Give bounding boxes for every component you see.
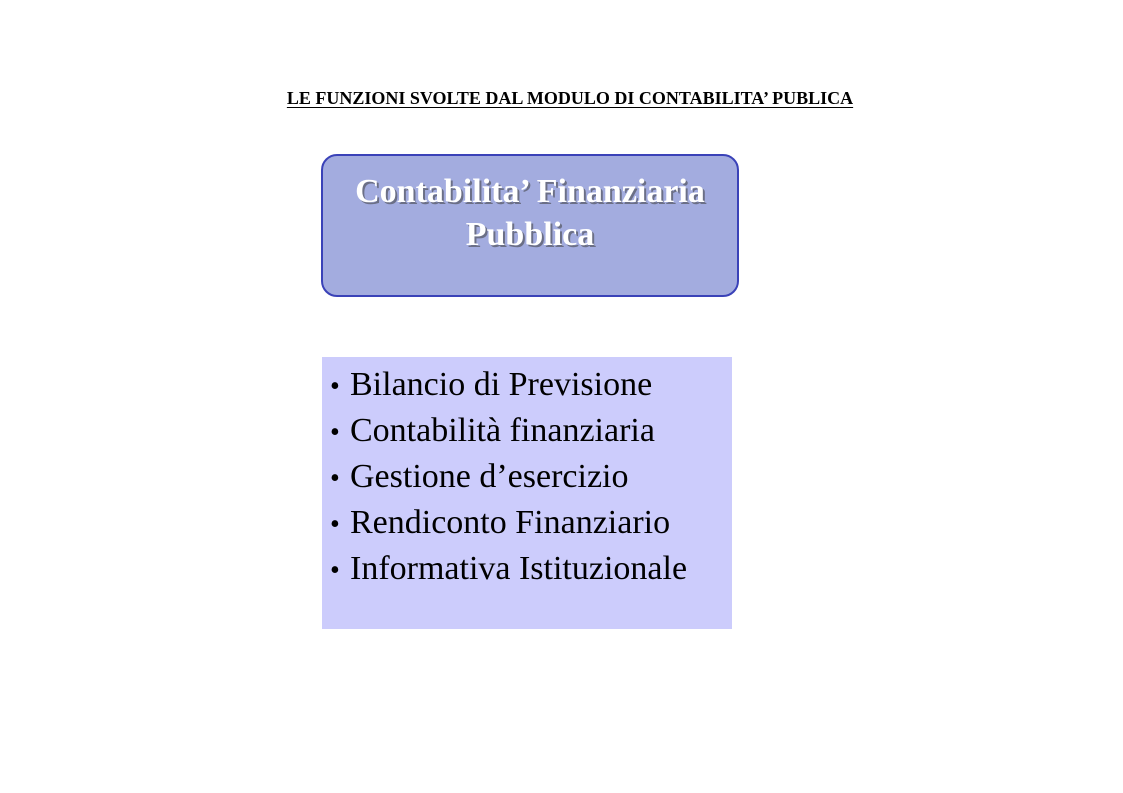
section-header-text — [323, 170, 737, 256]
list-item-label: Informativa Istituzionale — [350, 550, 688, 587]
list-item — [322, 455, 732, 501]
list-item-label: Gestione d’esercizio — [350, 458, 629, 495]
list-item-label: Rendiconto Finanziario — [350, 504, 671, 541]
section-header-line-2: Pubblica — [465, 216, 595, 253]
list-item — [322, 501, 732, 547]
section-header-box — [321, 154, 739, 297]
list-item-label: Contabilità finanziaria — [350, 412, 655, 449]
list-item — [322, 547, 732, 593]
bullet-icon: • — [330, 417, 340, 448]
bullet-icon: • — [330, 463, 340, 494]
section-header-line-1: Contabilita’ Finanziaria — [355, 173, 705, 210]
bullet-icon: • — [330, 509, 340, 540]
bullet-icon: • — [330, 555, 340, 586]
document-title: LE FUNZIONI SVOLTE DAL MODULO DI CONTABILITA’ PUBLICA — [286, 88, 854, 108]
list-item — [322, 363, 732, 409]
bullet-icon: • — [330, 371, 340, 402]
list-item-label: Bilancio di Previsione — [350, 366, 653, 403]
functions-list — [322, 357, 732, 629]
list-item — [322, 409, 732, 455]
